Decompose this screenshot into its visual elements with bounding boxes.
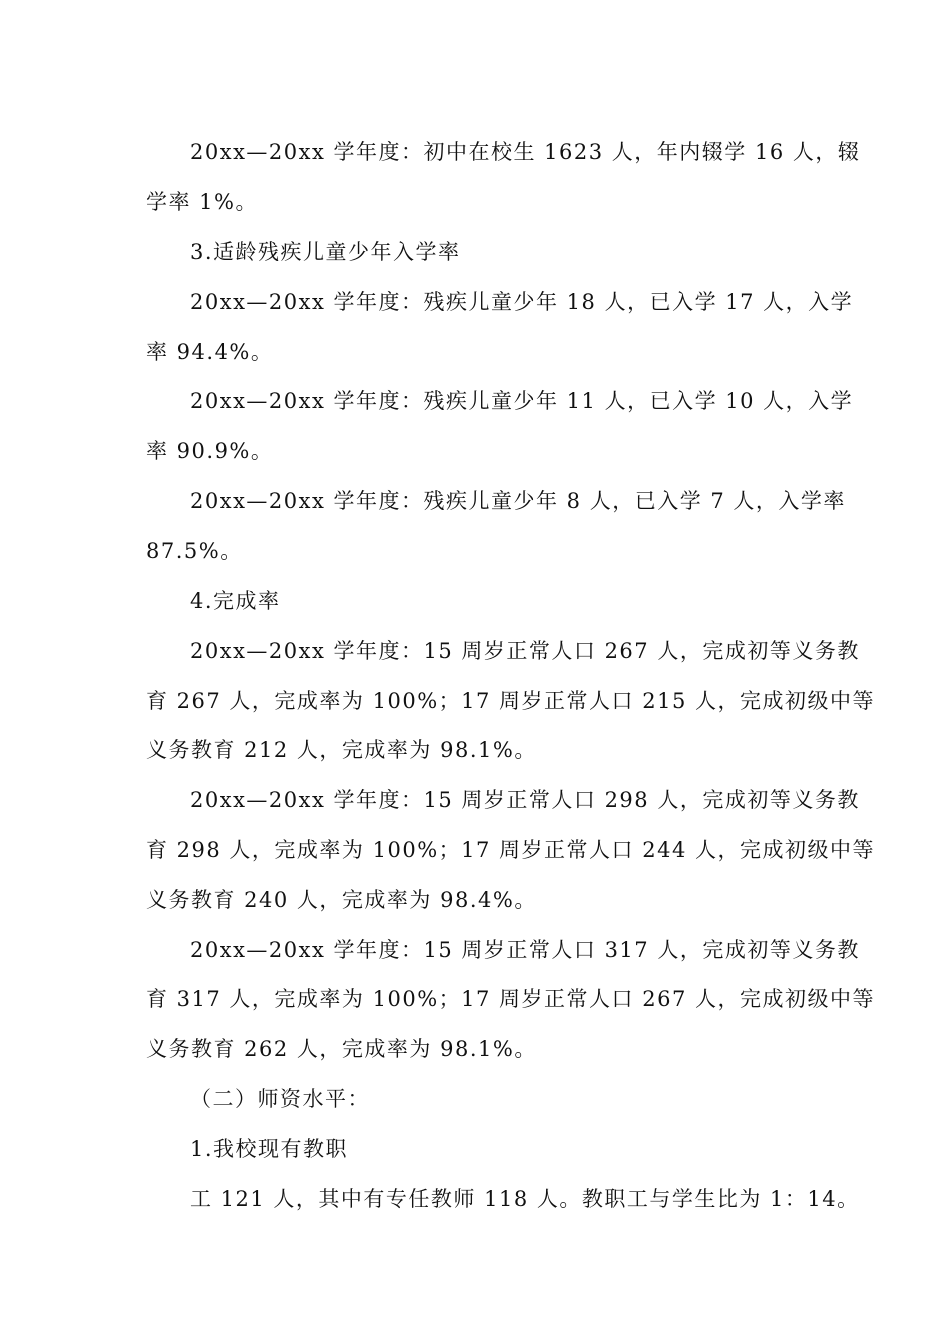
- paragraph-line: 育 317 人，完成率为 100%；17 周岁正常人口 267 人，完成初级中等: [146, 987, 875, 1011]
- paragraph-line: 20xx—20xx 学年度：15 周岁正常人口 298 人，完成初等义务教: [190, 788, 860, 812]
- paragraph-line: 率 94.4%。: [146, 340, 274, 364]
- section-heading: 4.完成率: [190, 589, 281, 613]
- paragraph-line: 20xx—20xx 学年度：残疾儿童少年 11 人，已入学 10 人，入学: [190, 389, 854, 413]
- paragraph-line: 义务教育 240 人，完成率为 98.4%。: [146, 888, 537, 912]
- paragraph-line: 20xx—20xx 学年度：残疾儿童少年 18 人，已入学 17 人，入学: [190, 290, 854, 314]
- paragraph-line: 20xx—20xx 学年度：15 周岁正常人口 317 人，完成初等义务教: [190, 938, 860, 962]
- paragraph-line: 工 121 人，其中有专任教师 118 人。教职工与学生比为 1：14。: [190, 1187, 860, 1211]
- paragraph-line: 学率 1%。: [146, 190, 258, 214]
- section-heading: （二）师资水平：: [190, 1087, 370, 1111]
- paragraph-line: 率 90.9%。: [146, 439, 274, 463]
- paragraph-line: 20xx—20xx 学年度：残疾儿童少年 8 人，已入学 7 人，入学率: [190, 489, 846, 513]
- paragraph-line: 义务教育 262 人，完成率为 98.1%。: [146, 1037, 537, 1061]
- paragraph-line: 育 298 人，完成率为 100%；17 周岁正常人口 244 人，完成初级中等: [146, 838, 875, 862]
- paragraph-line: 20xx—20xx 学年度：初中在校生 1623 人，年内辍学 16 人，辍: [190, 140, 861, 164]
- paragraph-line: 义务教育 212 人，完成率为 98.1%。: [146, 738, 537, 762]
- section-heading: 3.适龄残疾儿童少年入学率: [190, 240, 461, 264]
- paragraph-line: 育 267 人，完成率为 100%；17 周岁正常人口 215 人，完成初级中等: [146, 689, 875, 713]
- paragraph-line: 87.5%。: [146, 539, 243, 563]
- paragraph-line: 20xx—20xx 学年度：15 周岁正常人口 267 人，完成初等义务教: [190, 639, 860, 663]
- paragraph-line: 1.我校现有教职: [190, 1137, 349, 1161]
